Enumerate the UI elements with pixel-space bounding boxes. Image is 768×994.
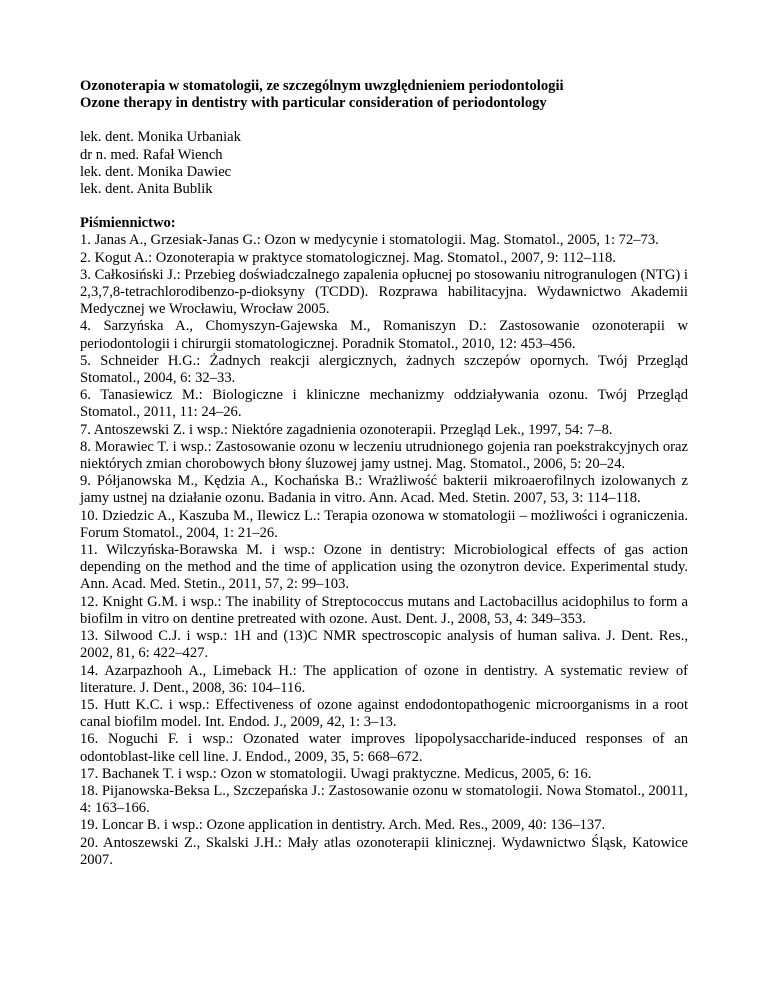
reference-item: 10. Dziedzic A., Kaszuba M., Ilewicz L.: Terapia ozonowa w stomatologii – możliwości i ograniczenia. Forum Stomatol., 2004, 1: 21–26. [80, 507, 688, 541]
author-item: lek. dent. Anita Bublik [80, 181, 213, 198]
author-item: lek. dent. Monika Dawiec [80, 163, 232, 180]
reference-item: 4. Sarzyńska A., Chomyszyn-Gajewska M., Romaniszyn D.: Zastosowanie ozonoterapii w periodontologii i chirurgii stomatologicznej. Poradnik Stomatol., 2010, 12: 453–456. [80, 318, 688, 352]
author-item: lek. dent. Monika Urbaniak [80, 129, 241, 146]
reference-item: 9. Półjanowska M., Kędzia A., Kochańska B.: Wrażliwość bakterii mikroaerofilnych izolowanych z jamy ustnej na działanie ozonu. Badania in vitro. Ann. Acad. Med. Stetin. 2007, 53, 3: 114–118. [80, 473, 688, 507]
reference-item: 7. Antoszewski Z. i wsp.: Niektóre zagadnienia ozonoterapii. Przegląd Lek., 1997, 54: 7–8. [80, 421, 613, 438]
reference-item: 15. Hutt K.C. i wsp.: Effectiveness of ozone against endodontopathogenic microorganisms in a root canal biofilm model. Int. Endod. J., 2009, 42, 1: 3–13. [80, 696, 688, 731]
title-polish: Ozonoterapia w stomatologii, ze szczególnym uwzględnieniem periodontologii [80, 78, 564, 94]
document-page [80, 78, 688, 869]
reference-list [80, 232, 688, 869]
reference-item: 2. Kogut A.: Ozonoterapia w praktyce stomatologicznej. Mag. Stomatol., 2007, 9: 112–118. [80, 249, 616, 266]
reference-item: 8. Morawiec T. i wsp.: Zastosowanie ozonu w leczeniu utrudnionego gojenia ran poekstrakcyjnych oraz niektórych zmian chorobowych błony śluzowej jamy ustnej. Mag. Stomatol., 2006, 5: 20–24. [80, 438, 688, 473]
reference-item: 17. Bachanek T. i wsp.: Ozon w stomatologii. Uwagi praktyczne. Medicus, 2005, 6: 16. [80, 765, 592, 782]
reference-item: 11. Wilczyńska-Borawska M. i wsp.: Ozone in dentistry: Microbiological effects of gas action depending on the method and the time of application using the ozonytron device. Experimental study. Ann. Acad. Med. Stetin., 2011, 57, 2: 99–103. [80, 542, 688, 593]
reference-item: 1. Janas A., Grzesiak-Janas G.: Ozon w medycynie i stomatologii. Mag. Stomatol., 2005, 1: 72–73. [80, 232, 659, 249]
reference-item: 18. Pijanowska-Beksa L., Szczepańska J.: Zastosowanie ozonu w stomatologii. Nowa Stomatol., 20011, 4: 163–166. [80, 782, 688, 817]
reference-item: 19. Loncar B. i wsp.: Ozone application in dentistry. Arch. Med. Res., 2009, 40: 136–137. [80, 817, 606, 834]
author-list [80, 129, 688, 198]
title-english: Ozone therapy in dentistry with particular consideration of periodontology [80, 95, 547, 112]
reference-item: 13. Silwood C.J. i wsp.: 1H and (13)C NMR spectroscopic analysis of human saliva. J. Dent. Res., 2002, 81, 6: 422–427. [80, 628, 688, 662]
reference-item: 3. Całkosiński J.: Przebieg doświadczalnego zapalenia opłucnej po stosowaniu nitrogranulogen (NTG) i 2,3,7,8-tetrachlorodibenzo-p-dioksyny (TCDD). Rozprawa habilitacyjna. Wydawnictwo Akademii Medycznej we Wrocławiu, Wrocław 2005. [80, 266, 688, 318]
reference-item: 6. Tanasiewicz M.: Biologiczne i kliniczne mechanizmy oddziaływania ozonu. Twój Przegląd Stomatol., 2011, 11: 24–26. [80, 387, 688, 421]
references-heading: Piśmiennictwo: [80, 215, 176, 232]
author-item: dr n. med. Rafał Wiench [80, 146, 223, 163]
reference-item: 5. Schneider H.G.: Żadnych reakcji alergicznych, żadnych szczepów opornych. Twój Przegląd Stomatol., 2004, 6: 32–33. [80, 352, 688, 387]
reference-item: 14. Azarpazhooh A., Limeback H.: The application of ozone in dentistry. A systematic review of literature. J. Dent., 2008, 36: 104–116. [80, 662, 688, 696]
reference-item: 16. Noguchi F. i wsp.: Ozonated water improves lipopolysaccharide-induced responses of an odontoblast-like cell line. J. Endod., 2009, 35, 5: 668–672. [80, 731, 688, 765]
reference-item: 12. Knight G.M. i wsp.: The inability of Streptococcus mutans and Lactobacillus acidophilus to form a biofilm in vitro on dentine pretreated with ozone. Aust. Dent. J., 2008, 53, 4: 349–353. [80, 593, 688, 627]
reference-item: 20. Antoszewski Z., Skalski J.H.: Mały atlas ozonoterapii klinicznej. Wydawnictwo Śląsk, Katowice 2007. [80, 834, 688, 868]
